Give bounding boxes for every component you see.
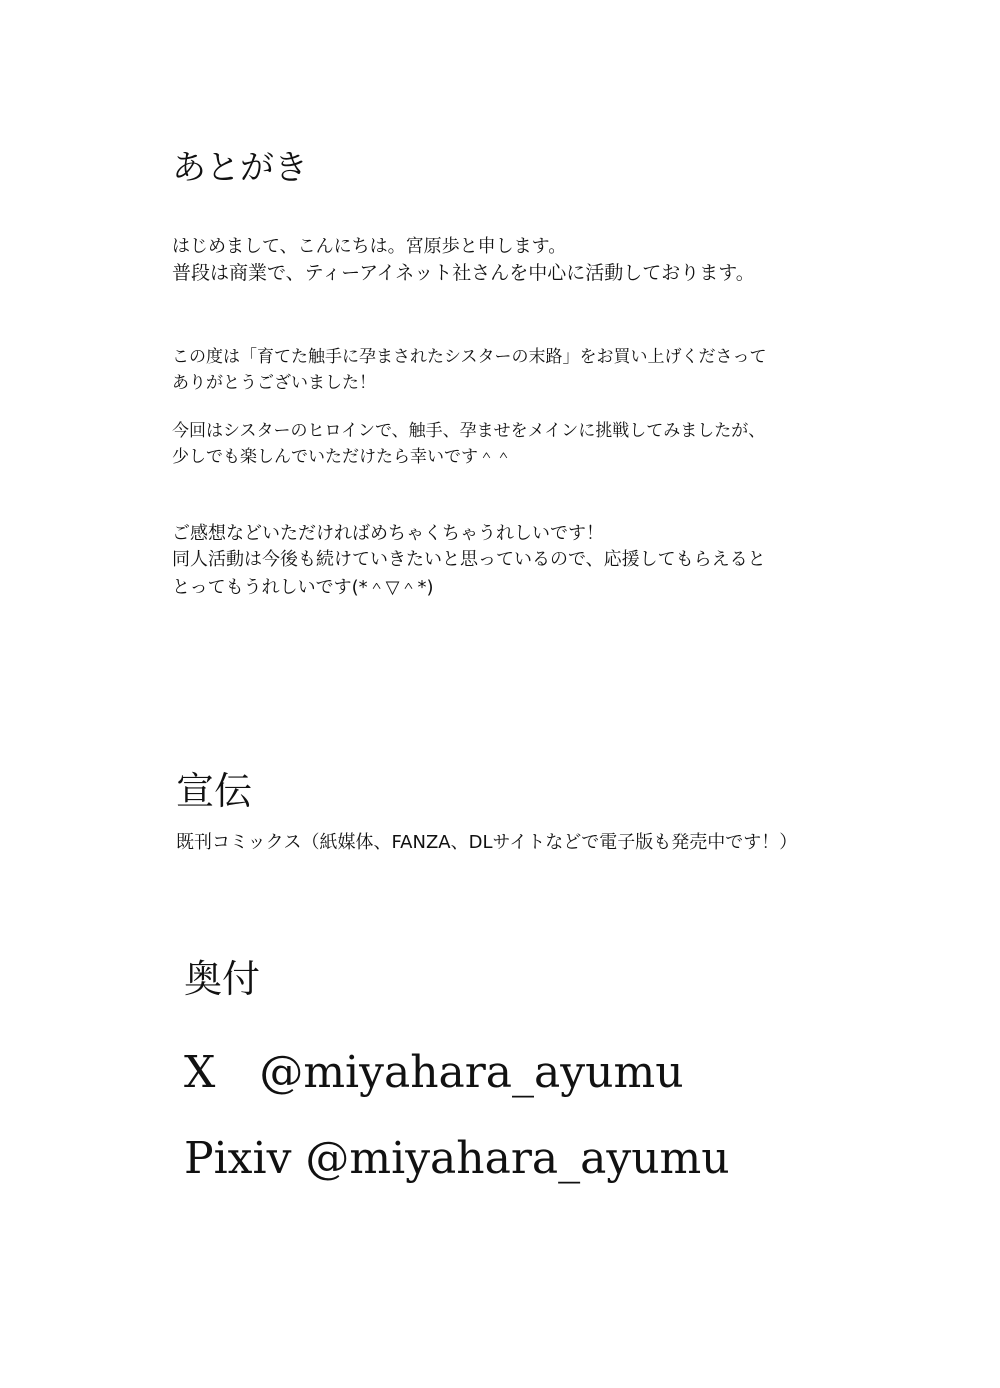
colophon-title: 奥付	[184, 957, 261, 1001]
paragraph-4-line-1: ご感想などいただければめちゃくちゃうれしいです！	[172, 523, 604, 544]
paragraph-3-line-1: 今回はシスターのヒロインで、触手、孕ませをメインに挑戦してみましたが、	[172, 421, 766, 441]
paragraph-1-line-1: はじめまして、こんにちは。宮原歩と申します。	[172, 236, 567, 257]
paragraph-2-line-1: この度は「育てた触手に孕まされたシスターの末路」をお買い上げくださって	[172, 347, 767, 367]
afterword-title: あとがき	[172, 148, 308, 188]
x-account: X @miyahara_ayumu	[184, 1047, 684, 1098]
paragraph-2-line-2: ありがとうございました！	[172, 373, 376, 393]
paragraph-3-line-2: 少しでも楽しんでいただけたら幸いです＾＾	[172, 447, 512, 467]
promotion-title: 宣伝	[176, 769, 253, 813]
promotion-text: 既刊コミックス（紙媒体、FANZA、DLサイトなどで電子版も発売中です！）	[176, 832, 798, 853]
pixiv-account: Pixiv @miyahara_ayumu	[184, 1133, 730, 1184]
paragraph-4-line-3: とってもうれしいです(*＾▽＾*)	[172, 577, 434, 598]
paragraph-1-line-2: 普段は商業で、ティーアイネット社さんを中心に活動しております。	[172, 262, 755, 284]
paragraph-4-line-2: 同人活動は今後も続けていきたいと思っているので、応援してもらえると	[172, 549, 766, 570]
